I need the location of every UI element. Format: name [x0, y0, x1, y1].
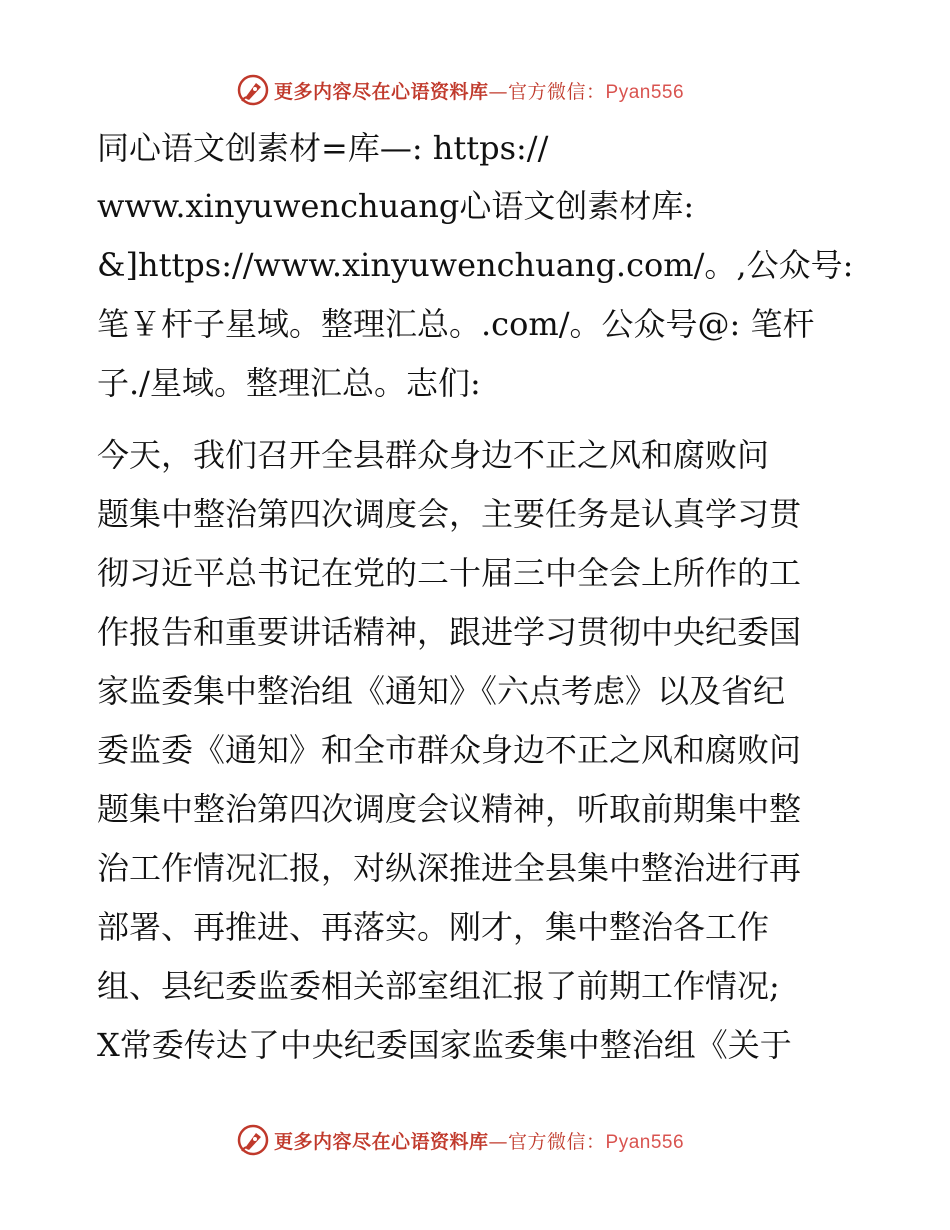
body-line: 题集中整治第四次调度会议精神，听取前期集中整: [97, 790, 802, 828]
bottom-banner: [236, 1122, 684, 1158]
body-line: 治工作情况汇报，对纵深推进全县集中整治进行再: [97, 849, 802, 887]
banner-official-label: 官方微信：: [508, 1130, 606, 1153]
body-line: 委监委《通知》和全市群众身边不正之风和腐败问: [97, 731, 802, 769]
body-line: 作报告和重要讲话精神，跟进学习贯彻中央纪委国: [97, 613, 802, 651]
header-line: &]https://www.xinyuwenchuang.com/。,公众号:: [97, 246, 854, 284]
banner-text: [274, 77, 684, 104]
header-line: 子./星域。整理汇总。志们:: [97, 364, 481, 402]
body-line: 题集中整治第四次调度会，主要任务是认真学习贯: [97, 495, 802, 533]
banner-dash: —: [488, 1130, 509, 1153]
body-line: 家监委集中整治组《通知》《六点考虑》以及省纪: [97, 672, 786, 710]
top-banner: [236, 72, 684, 108]
body-line: 彻习近平总书记在党的二十届三中全会上所作的工: [97, 554, 802, 592]
banner-account: Pyan556: [605, 1131, 685, 1153]
body-line: 组、县纪委监委相关部室组汇报了前期工作情况;: [97, 967, 780, 1005]
header-line: 笔￥杆子星域。整理汇总。.com/。公众号@: 笔杆: [97, 305, 815, 343]
header-line: 同心语文创素材=库—: https://: [97, 129, 549, 167]
body-line: 今天，我们召开全县群众身边不正之风和腐败问: [97, 436, 770, 474]
banner-text: [274, 1127, 684, 1154]
header-line: www.xinyuwenchuang心语文创素材库:: [97, 187, 695, 225]
banner-dash: —: [488, 80, 509, 103]
banner-main-text: 更多内容尽在心语资料库: [274, 80, 489, 103]
banner-official-label: 官方微信：: [508, 80, 606, 103]
body-line: X常委传达了中央纪委国家监委集中整治组《关于: [97, 1026, 792, 1064]
banner-main-text: 更多内容尽在心语资料库: [274, 1130, 489, 1153]
pen-nib-logo-icon: [236, 1123, 270, 1157]
pen-nib-logo-icon: [236, 73, 270, 107]
body-line: 部署、再推进、再落实。刚才，集中整治各工作: [97, 908, 770, 946]
banner-account: Pyan556: [605, 81, 685, 103]
